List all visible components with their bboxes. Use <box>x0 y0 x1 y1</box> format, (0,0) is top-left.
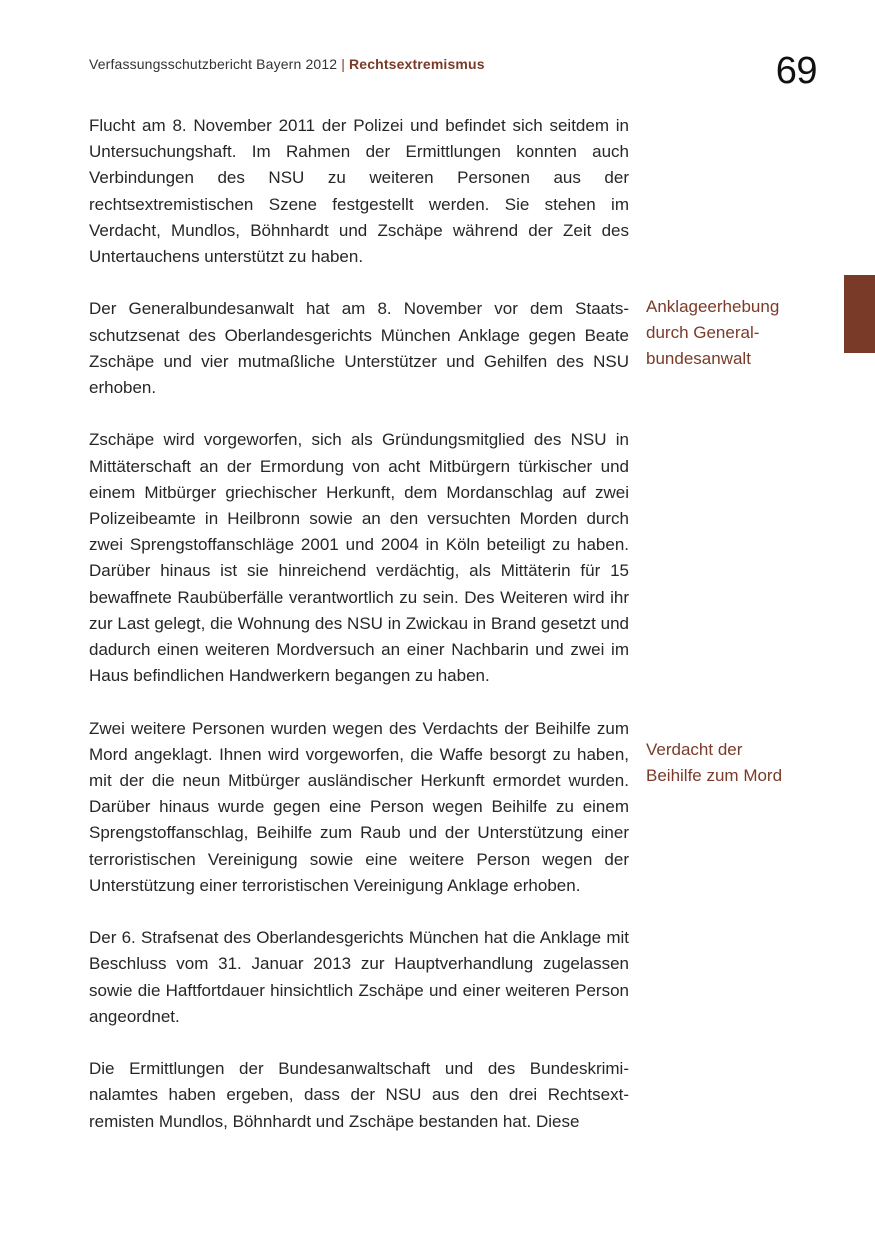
body-text <box>89 113 629 1161</box>
running-header <box>89 56 485 72</box>
paragraph: Die Ermittlungen der Bundesanwaltschaft und des Bundeskriminalamtes haben ergeben, dass der NSU aus den drei Rechtsextremisten Mundlos, Böhnhardt und Zschäpe bestanden hat. Diese <box>89 1059 629 1131</box>
paragraph: Der 6. Strafsenat des Oberlandesgerichts München hat die Anklage mit Beschluss vom 31. Januar 2013 zur Hauptverhandlung zugelassen sowie die Haftfortdauer hinsichtlich Zschäpe und einer weiteren Person angeordnet. <box>89 928 629 1026</box>
page-number: 69 <box>775 50 817 92</box>
margin-note-verdacht-beihilfe <box>646 737 846 789</box>
paragraph: Flucht am 8. November 2011 der Polizei und befindet sich seitdem in Untersuchungshaft. Im Rahmen der Ermittlungen konnten auch Verbindungen des NSU zu weiteren Personen aus der rechtsextremistischen Szene festgestellt werden. Sie stehen im Verdacht, Mundlos, Böhnhardt und Zschäpe während der Zeit des Untertauchens unterstützt zu haben. <box>89 116 629 267</box>
margin-note-line: Verdacht der <box>646 740 743 759</box>
section-title: Rechtsextremismus <box>349 56 485 72</box>
report-title: Verfassungsschutzbericht Bayern 2012 <box>89 56 338 72</box>
paragraph: Der Generalbundesanwalt hat am 8. November vor dem Staatsschutzsenat des Oberlandesgerichts München Anklage gegen Beate Zschäpe und vier mutmaßliche Unterstützer und Gehilfen des NSU erhoben. <box>89 299 629 398</box>
margin-note-line: Anklageerhebung <box>646 297 780 316</box>
margin-note-line: bundesanwalt <box>646 349 751 369</box>
margin-note-line: durch General- <box>646 323 760 343</box>
paragraph: Zwei weitere Personen wurden wegen des Verdachts der Beihilfe zum Mord angeklagt. Ihnen wird vorgeworfen, die Waffe besorgt zu haben, mit der die neun Mitbürger ausländischer Herkunft ermordet wurden. Darüber hinaus wurde gegen eine Person wegen Beihilfe zu einem Sprengstoffanschlag, Beihilfe zum Raub und der Unterstützung einer terroristischen Vereinigung sowie eine weitere Person wegen der Unterstützung einer terroristischen Vereinigung Anklage erhoben. <box>89 718 629 895</box>
header-separator: | <box>341 56 346 72</box>
margin-note-anklageerhebung <box>646 294 846 373</box>
margin-note-line: Beihilfe zum Mord <box>646 766 783 786</box>
chapter-tab-marker <box>844 275 875 353</box>
paragraph: Zschäpe wird vorgeworfen, sich als Gründungsmitglied des NSU in Mittäterschaft an der Ermordung von acht Mitbürgern türkischer und einem Mitbürger griechischer Herkunft, dem Mordanschlag auf zwei Polizeibeamte in Heilbronn sowie an den versuchten Morden durch zwei Sprengstoffanschläge 2001 und 2004 in Köln beteiligt zu haben. Darüber hinaus ist sie hinreichend verdächtig, als Mittäterin für 15 bewaffnete Raubüberfälle verantwortlich zu sein. Des Weiteren wird ihr zur Last gelegt, die Wohnung des NSU in Zwickau in Brand gesetzt und dadurch einen weiteren Mordversuch an einer Nachbarin und zwei im Haus befindlichen Handwerkern begangen zu haben. <box>89 430 629 686</box>
